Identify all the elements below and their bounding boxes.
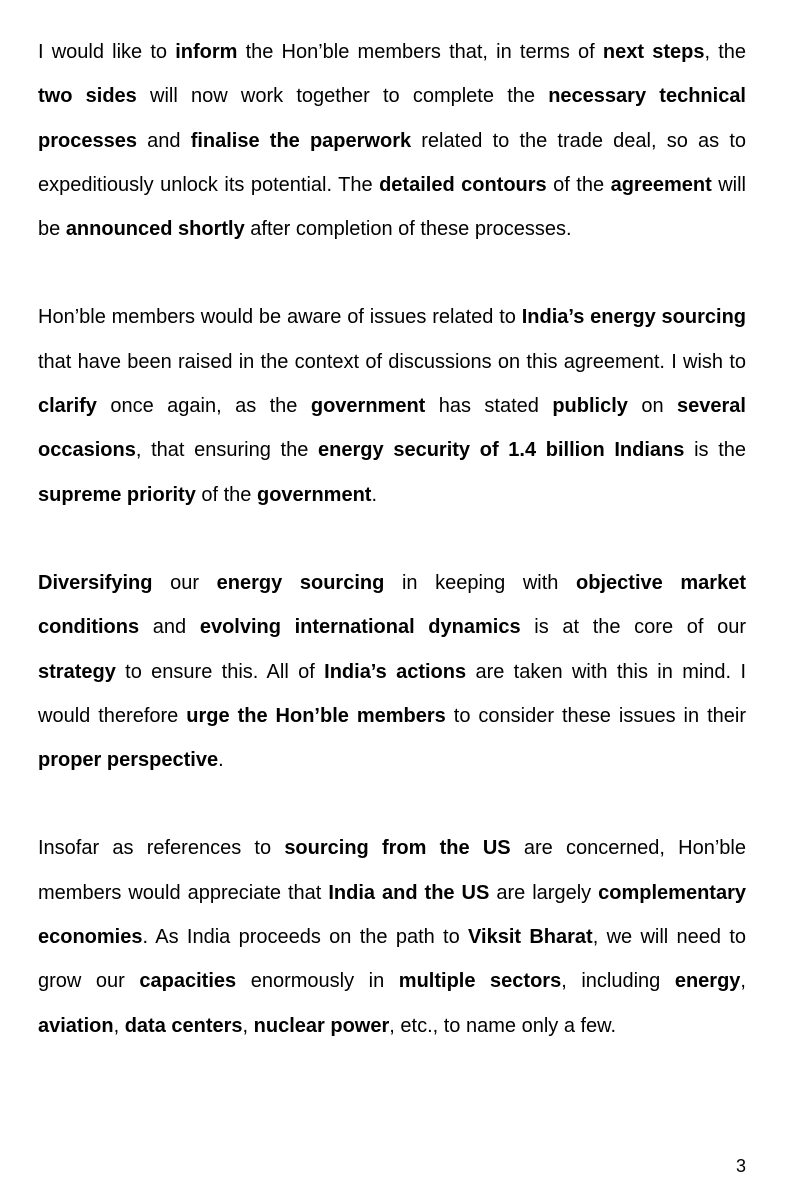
text-run: , <box>740 970 746 993</box>
text-run: and <box>136 129 191 152</box>
bold-text-run: next steps <box>602 41 705 63</box>
text-run: , the <box>704 41 746 63</box>
bold-text-run: nuclear power <box>253 1014 390 1037</box>
bold-text-run: supreme priority <box>38 483 196 506</box>
text-run: are concerned, Hon’ble members would appreciate that <box>38 837 746 904</box>
text-run: Hon’ble members would be aware of issues related to <box>38 306 522 329</box>
text-run: of the <box>195 483 257 506</box>
paragraph-sourcing-from-us <box>38 826 746 1047</box>
bold-text-run: India’s energy sourcing <box>521 306 747 329</box>
text-run: . <box>218 749 224 772</box>
bold-text-run: proper perspective <box>38 749 219 772</box>
text-run: enormously in <box>236 970 399 993</box>
text-run: . <box>371 483 378 506</box>
text-run: are taken with this in mind. I would therefore <box>38 660 747 727</box>
text-run: , etc., to name only a few. <box>389 1014 617 1037</box>
bold-text-run: Diversifying <box>38 571 153 594</box>
text-run: to ensure this. All of <box>115 660 325 683</box>
text-run: has stated <box>425 395 553 418</box>
bold-text-run: finalise the paperwork <box>190 129 412 152</box>
paragraph-diversifying-energy <box>38 561 746 782</box>
bold-text-run: government <box>256 483 372 506</box>
text-run: that have been raised in the context of discussions on this agreement. I wish to <box>38 350 746 373</box>
text-run: once again, as the <box>96 395 311 418</box>
text-run: related to the trade deal, so as to expeditiously unlock its potential. The <box>38 129 746 196</box>
bold-text-run: inform <box>175 41 238 63</box>
text-run: the Hon’ble members that, in terms of <box>237 41 603 63</box>
text-run: in keeping with <box>384 571 577 594</box>
text-run: will be <box>38 173 746 241</box>
bold-text-run: urge the Hon’ble members <box>186 704 446 727</box>
bold-text-run: data centers <box>124 1014 243 1037</box>
text-run: , we will need to grow our <box>38 926 747 993</box>
paragraph-next-steps <box>38 30 746 251</box>
text-run: is at the core of our <box>520 616 747 639</box>
bold-text-run: several occasions <box>38 395 746 462</box>
bold-text-run: necessary technical processes <box>38 85 746 152</box>
text-run: after completion of these processes. <box>244 218 572 241</box>
bold-text-run: India and the US <box>328 881 490 904</box>
text-run: . As India proceeds on the path to <box>142 926 469 949</box>
document-page <box>38 30 746 1092</box>
bold-text-run: agreement <box>610 173 712 196</box>
text-run: of the <box>546 173 611 196</box>
text-run: our <box>152 571 217 594</box>
bold-text-run: announced shortly <box>65 218 245 241</box>
bold-text-run: strategy <box>38 660 116 683</box>
text-run: will now work together to complete the <box>136 85 549 108</box>
bold-text-run: multiple sectors <box>398 970 562 993</box>
bold-text-run: aviation <box>38 1014 114 1037</box>
text-run: , <box>113 1014 125 1037</box>
bold-text-run: government <box>310 395 426 418</box>
bold-text-run: two sides <box>38 85 137 108</box>
text-run: and <box>139 616 200 639</box>
bold-text-run: Viksit Bharat <box>468 926 593 949</box>
bold-text-run: capacities <box>139 970 237 993</box>
bold-text-run: evolving international dynamics <box>199 616 521 639</box>
bold-text-run: detailed contours <box>379 173 547 196</box>
bold-text-run: energy security of 1.4 billion Indians <box>318 439 685 462</box>
text-run: is the <box>684 439 747 462</box>
page-number: 3 <box>735 1156 746 1176</box>
bold-text-run: publicly <box>552 395 628 418</box>
text-run: are largely <box>489 881 599 904</box>
text-run: , that ensuring the <box>135 439 319 462</box>
text-run: , <box>242 1014 254 1037</box>
bold-text-run: objective market conditions <box>38 571 746 639</box>
text-run: Insofar as references to <box>38 837 285 860</box>
bold-text-run: complementary economies <box>38 881 746 949</box>
paragraph-energy-sourcing <box>38 295 746 516</box>
bold-text-run: India’s actions <box>324 660 467 683</box>
text-run: to consider these issues in their <box>445 704 747 727</box>
bold-text-run: sourcing from the US <box>284 837 511 860</box>
bold-text-run: energy <box>674 970 741 993</box>
text-run: on <box>627 395 678 418</box>
text-run: I would like to <box>38 41 176 63</box>
text-run: , including <box>561 970 675 993</box>
bold-text-run: energy sourcing <box>216 571 385 594</box>
bold-text-run: clarify <box>38 395 97 418</box>
